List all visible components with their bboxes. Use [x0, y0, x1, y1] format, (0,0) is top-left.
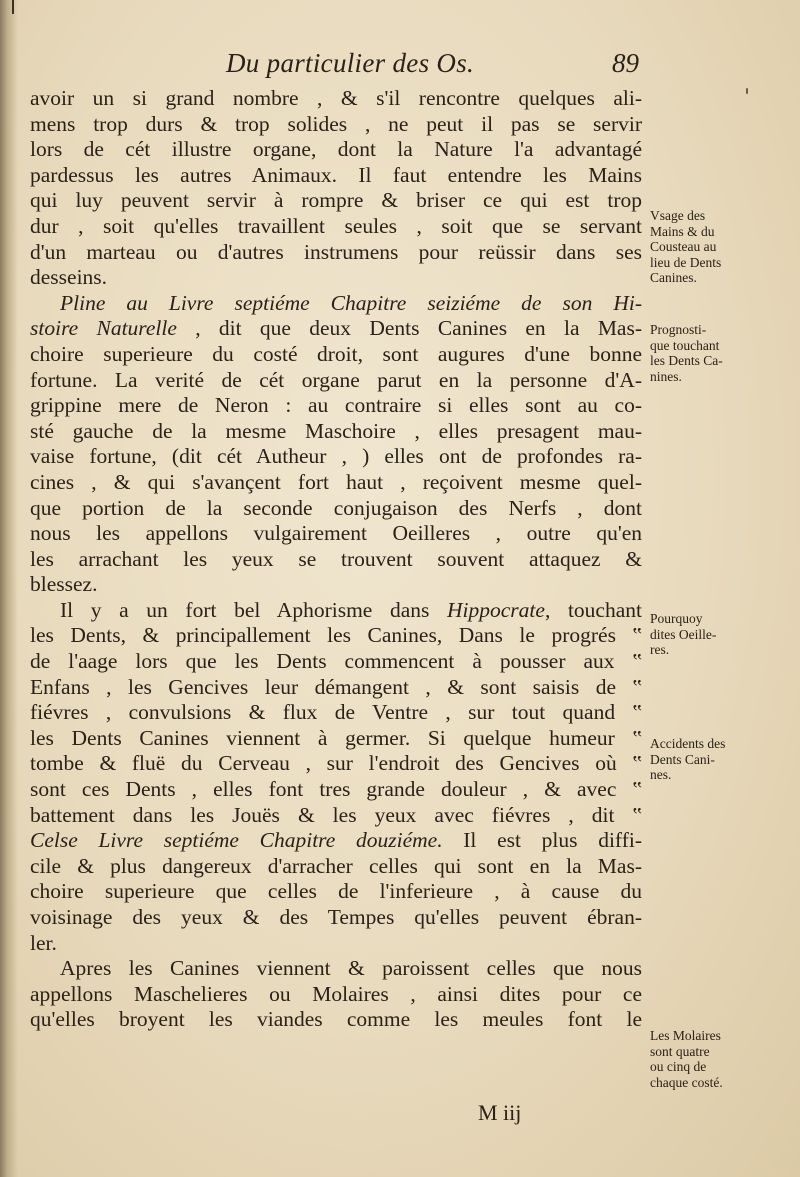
- italic-title: stoire Naturelle: [30, 316, 177, 341]
- text-line: avoir un si grand nombre , & s'il rencontre quelques ali-: [30, 86, 642, 110]
- text-line: choire superieure du costé droit, sont augures d'une bonne: [30, 341, 642, 366]
- margin-note-line: lieu de Dents: [650, 254, 722, 270]
- margin-note-oeilleres: [650, 611, 762, 658]
- text-line: grippine mere de Neron : au contraire si elles sont au co-: [30, 393, 642, 418]
- text-line: dur , soit qu'elles travaillent seules , soit que se servant: [30, 213, 642, 238]
- text-line: appellons Maschelieres ou Molaires , ainsi dites pour ce: [30, 981, 642, 1006]
- text-line: fortune. La verité de cét organe parut en la personne d'A-: [30, 367, 642, 392]
- text-line: les Dents Canines viennent à germer. Si quelque humeur ‟: [30, 725, 642, 750]
- text-line: Pline au Livre septiéme Chapitre seiziéme de son Hi-: [60, 290, 642, 315]
- margin-note-line: nines.: [650, 368, 682, 384]
- text-line: que portion de la seconde conjugaison des Nerfs , dont: [30, 495, 642, 520]
- text-line: tombe & fluë du Cerveau , sur l'endroit des Gencives où ‟: [30, 751, 642, 776]
- margin-note-line: les Dents Ca-: [650, 353, 723, 368]
- margin-note-line: res.: [650, 642, 670, 657]
- text-line: choire superieure que celles de l'inferieure , à cause du: [30, 879, 642, 904]
- ink-speck: [746, 88, 748, 94]
- italic-author: Hippocrate: [447, 597, 545, 622]
- body-text: [30, 86, 642, 1033]
- text-line: les arrachant les yeux se trouvent souvent attaquez &: [30, 546, 642, 571]
- margin-note-line: Dents Cani-: [650, 751, 715, 767]
- text-line: [30, 316, 642, 342]
- margin-note-line: chaque costé.: [650, 1074, 723, 1090]
- text-line: cile & plus dangereux d'arracher celles qui sont en la Mas-: [30, 853, 642, 878]
- margin-note-line: que touchant: [650, 337, 720, 353]
- page-edge-mark: [12, 0, 14, 14]
- text-run: , dit que deux Dents Canines en la Mas-: [176, 316, 643, 341]
- page-header: [0, 48, 800, 88]
- margin-note-prognostic: [650, 322, 762, 384]
- margin-note-line: nes.: [650, 767, 672, 782]
- text-line: Enfans , les Gencives leur démangent , & sont saisis de ‟: [30, 674, 642, 699]
- text-line: [30, 598, 642, 624]
- margin-note-line: Prognosti-: [650, 322, 707, 337]
- margin-note-accidents: [650, 736, 762, 783]
- text-line: les Dents, & principallement les Canines, Dans le progrés ‟: [30, 623, 642, 648]
- page-number: 89: [612, 48, 639, 78]
- text-run: Il y a un fort bel Aphorisme dans: [60, 597, 448, 622]
- margin-note-line: Mains & du: [650, 223, 715, 239]
- text-line: lors de cét illustre organe, dont la Nature l'a advantagé: [30, 137, 642, 162]
- text-line: voisinage des yeux & des Tempes qu'elles peuvent ébran-: [30, 905, 642, 929]
- text-line: sont ces Dents , elles font tres grande douleur , & avec ‟: [30, 777, 642, 802]
- signature-mark: M iij: [478, 1100, 522, 1125]
- margin-note-line: dites Oeille-: [650, 626, 717, 642]
- text-line: [30, 828, 642, 854]
- margin-note-line: Vsage des: [650, 208, 706, 223]
- margin-note-line: ou cinq de: [650, 1059, 707, 1074]
- text-line: nous les appellons vulgairement Oeilleres , outre qu'en: [30, 521, 642, 546]
- text-line: qui luy peuvent servir à rompre & briser ce qui est trop: [30, 188, 642, 213]
- binding-gutter-shadow: [0, 0, 18, 1177]
- margin-note-molaires: [650, 1028, 762, 1090]
- margin-note-line: Canines.: [650, 270, 697, 285]
- text-line: de l'aage lors que les Dents commencent à pousser aux ‟: [30, 649, 642, 674]
- margin-note-line: Les Molaires: [650, 1028, 721, 1043]
- margin-note-line: sont quatre: [650, 1043, 710, 1059]
- text-line: qu'elles broyent les viandes comme les meules font le: [30, 1007, 642, 1032]
- text-line: ler.: [30, 930, 57, 955]
- text-line: d'un marteau ou d'autres instrumens pour reüssir dans ses: [30, 239, 642, 264]
- text-line: fiévres , convulsions & flux de Ventre , sur tout quand ‟: [30, 700, 642, 725]
- margin-note-line: Pourquoy: [650, 611, 703, 626]
- text-line: mens trop durs & trop solides , ne peut il pas se servir: [30, 111, 642, 136]
- text-line: battement dans les Jouës & les yeux avec fiévres , dit ‟: [30, 802, 642, 827]
- text-line: sté gauche de la mesme Maschoire , elles presagent mau-: [30, 418, 642, 443]
- text-line: vaise fortune, (dit cét Autheur , ) elles ont de profondes ra-: [30, 444, 642, 469]
- text-line: cines , & qui s'avançent fort haut , reçoivent mesme quel-: [30, 469, 642, 494]
- margin-note-usage-hands: [650, 208, 762, 286]
- text-line: blessez.: [30, 572, 98, 597]
- italic-citation: Celse Livre septiéme Chapitre douziéme.: [30, 828, 443, 853]
- text-run: , touchant: [544, 597, 642, 622]
- margin-note-line: Accidents des: [650, 736, 726, 751]
- margin-note-line: Cousteau au: [650, 239, 717, 254]
- text-line: Apres les Canines viennent & paroissent celles que nous: [60, 956, 642, 981]
- running-head: Du particulier des Os.: [226, 48, 475, 78]
- text-line: pardessus les autres Animaux. Il faut entendre les Mains: [30, 162, 642, 187]
- text-line: desseins.: [30, 265, 108, 290]
- text-run: Il est plus diffi-: [442, 828, 642, 853]
